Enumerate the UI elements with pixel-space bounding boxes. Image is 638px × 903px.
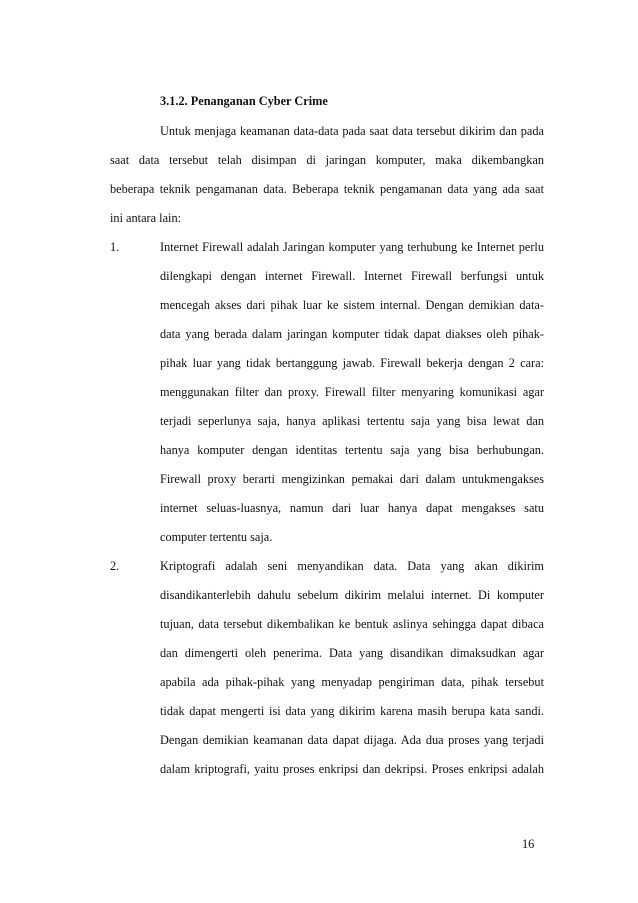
item1-line-1: Internet Firewall adalah Jaringan komputer yang terhubung ke Internet perlu [160,240,544,254]
item1-line-5: pihak luar yang tidak bertanggung jawab. Firewall bekerja dengan 2 cara: [160,356,544,370]
item1-line-4: data yang berada dalam jaringan komputer tidak dapat diakses oleh pihak- [160,327,544,341]
item1-line-3: mencegah akses dari pihak luar ke sistem internal. Dengan demikian data- [160,298,544,312]
item2-line-4: dan dimengerti oleh penerima. Data yang disandikan dimaksudkan agar [160,646,544,660]
item2-line-5: apabila ada pihak-pihak yang menyadap pengiriman data, pihak tersebut [160,675,544,689]
item1-line-8: hanya komputer dengan identitas tertentu saja yang bisa berhubungan. [160,443,544,457]
item1-line-6: menggunakan filter dan proxy. Firewall filter menyaring komunikasi agar [160,385,544,399]
item1-line-2: dilengkapi dengan internet Firewall. Internet Firewall berfungsi untuk [160,269,544,283]
page-number: 16 [522,837,535,851]
intro-line-2: saat data tersebut telah disimpan di jaringan komputer, maka dikembangkan [110,153,544,167]
item2-line-2: disandikanterlebih dahulu sebelum dikirim melalui internet. Di komputer [160,588,544,602]
list-number-2: 2. [110,559,120,573]
intro-line-4: ini antara lain: [110,211,182,225]
item2-line-7: Dengan demikian keamanan data dapat dijaga. Ada dua proses yang terjadi [160,733,544,747]
item2-line-3: tujuan, data tersebut dikembalikan ke bentuk aslinya sehingga dapat dibaca [160,617,544,631]
item2-line-6: tidak dapat mengerti isi data yang dikirim karena masih berupa kata sandi. [160,704,544,718]
item1-line-7: terjadi seperlunya saja, hanya aplikasi tertentu saja yang bisa lewat dan [160,414,544,428]
section-heading: 3.1.2. Penanganan Cyber Crime [160,94,328,108]
list-number-1: 1. [110,240,120,254]
intro-line-3: beberapa teknik pengamanan data. Beberapa teknik pengamanan data yang ada saat [110,182,544,196]
item2-line-8: dalam kriptografi, yaitu proses enkripsi dan dekripsi. Proses enkripsi adalah [160,762,544,776]
intro-line-1: Untuk menjaga keamanan data-data pada saat data tersebut dikirim dan pada [160,124,544,138]
item1-line-10: internet seluas-luasnya, namun dari luar hanya dapat mengakses satu [160,501,544,515]
item1-line-11: computer tertentu saja. [160,530,273,544]
item2-line-1: Kriptografi adalah seni menyandikan data. Data yang akan dikirim [160,559,544,573]
item1-line-9: Firewall proxy berarti mengizinkan pemakai dari dalam untukmengakses [160,472,544,486]
